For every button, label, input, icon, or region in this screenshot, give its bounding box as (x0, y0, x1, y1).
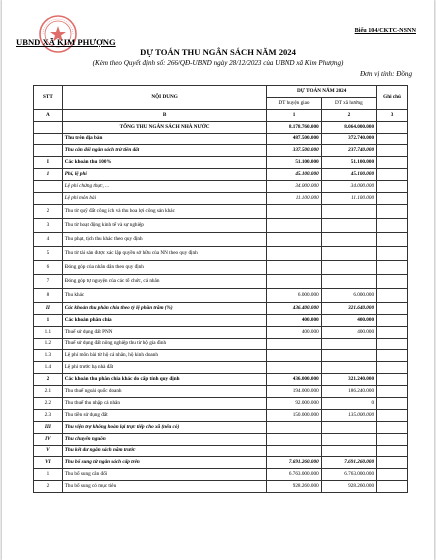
cell-stt: 2 (34, 481, 63, 493)
cell-note (377, 157, 408, 169)
cell-note (377, 338, 408, 350)
cell-note (377, 362, 408, 374)
cell-district (267, 445, 321, 457)
table-row (34, 481, 408, 493)
cell-stt (34, 193, 63, 205)
cell-district: 928.260.000 (267, 481, 321, 493)
cell-stt: I (34, 157, 63, 169)
table-index-row (34, 109, 408, 121)
cell-stt (34, 181, 63, 193)
cell-commune: 7.691.260.000 (321, 457, 376, 469)
cell-district (267, 232, 321, 246)
cell-content: Thu cân đối ngân sách trừ tiền đất (62, 145, 267, 157)
cell-stt: III (34, 421, 63, 433)
cell-district: 8.178.760.000 (267, 121, 321, 133)
cell-commune (321, 421, 376, 433)
cell-content: Thu thuế ngoài quốc doanh (62, 386, 267, 398)
cell-content: Thu bổ sung từ ngân sách cấp trên (62, 457, 267, 469)
cell-commune: 321.640.000 (321, 302, 376, 314)
cell-content: Phí, lệ phí (62, 169, 267, 181)
cell-commune: 34.000.000 (321, 181, 376, 193)
cell-content: Đóng góp của nhân dân theo quy định (62, 260, 267, 274)
cell-content: Thuế sử dụng đất PNN (62, 326, 267, 338)
cell-content: Lệ phí trước bạ nhà đất (62, 362, 267, 374)
organization-name: UBND XÃ KIM PHƯỢNG (16, 37, 116, 47)
cell-district (267, 246, 321, 260)
cell-commune: 45.100.000 (321, 169, 376, 181)
cell-commune: 400.000 (321, 326, 376, 338)
cell-commune: 8.064.000.000 (321, 121, 376, 133)
cell-district: 6.763.000.000 (267, 469, 321, 481)
table-row (34, 433, 408, 445)
cell-stt: 2.3 (34, 409, 63, 421)
cell-district (267, 421, 321, 433)
cell-district: 34.000.000 (267, 181, 321, 193)
cell-district (267, 204, 321, 218)
cell-content: Lệ phí môn bài từ hộ cá nhân, hộ kinh doanh (62, 350, 267, 362)
cell-stt (34, 121, 63, 133)
cell-note (377, 274, 408, 288)
table-row (34, 218, 408, 232)
cell-commune (321, 274, 376, 288)
index-note: 3 (377, 109, 408, 121)
cell-district (267, 260, 321, 274)
cell-commune: 237.740.000 (321, 145, 376, 157)
cell-district: 45.100.000 (267, 169, 321, 181)
table-row (34, 314, 408, 326)
cell-stt: 1 (34, 469, 63, 481)
cell-district: 436.000.000 (267, 374, 321, 386)
table-row (34, 288, 408, 302)
table-row (34, 169, 408, 181)
cell-content: Các khoản thu 100% (62, 157, 267, 169)
cell-note (377, 246, 408, 260)
table-row (34, 121, 408, 133)
cell-content: Các khoản phân chia (62, 314, 267, 326)
cell-note (377, 181, 408, 193)
cell-commune (321, 350, 376, 362)
index-district: 1 (267, 109, 321, 121)
table-body (34, 121, 408, 492)
cell-district: 487.500.000 (267, 133, 321, 145)
cell-stt: 4 (34, 232, 63, 246)
cell-commune (321, 362, 376, 374)
table-row (34, 386, 408, 398)
table-row (34, 133, 408, 145)
cell-content: Các khoản thu phân chia theo tỷ lệ phần trăm (%) (62, 302, 267, 314)
cell-content: TỔNG THU NGÂN SÁCH NHÀ NƯỚC (62, 121, 267, 133)
cell-commune (321, 433, 376, 445)
form-code: Biểu 104/CKTC-NSNN (354, 27, 416, 34)
table-row (34, 350, 408, 362)
index-commune: 2 (321, 109, 376, 121)
cell-note (377, 374, 408, 386)
budget-table (33, 85, 408, 493)
table-header-row (34, 86, 408, 98)
cell-stt: 1.4 (34, 362, 63, 374)
cell-content: Thu chuyển nguồn (62, 433, 267, 445)
table-row (34, 409, 408, 421)
table-row (34, 374, 408, 386)
cell-note (377, 314, 408, 326)
table-row (34, 302, 408, 314)
cell-district (267, 218, 321, 232)
index-content: B (62, 109, 267, 121)
cell-content: Thu viện trợ không hoàn lại trực tiếp cho xã (nếu có) (62, 421, 267, 433)
cell-district: 337.500.000 (267, 145, 321, 157)
cell-stt: VI (34, 457, 63, 469)
cell-commune (321, 218, 376, 232)
header-content: NỘI DUNG (62, 86, 267, 110)
header-commune: DT xã hướng (321, 97, 376, 109)
cell-district: 11.100.000 (267, 193, 321, 205)
cell-district: 6.000.000 (267, 288, 321, 302)
cell-content: Thu từ hoạt động kinh tế và sự nghiệp (62, 218, 267, 232)
table-row (34, 274, 408, 288)
cell-district (267, 433, 321, 445)
cell-stt: 8 (34, 288, 63, 302)
cell-content: Thu kết dư ngân sách năm trước (62, 445, 267, 457)
cell-commune: 6.763.000.000 (321, 469, 376, 481)
cell-note (377, 145, 408, 157)
cell-content: Thu phạt, tịch thu khác theo quy định (62, 232, 267, 246)
cell-commune (321, 246, 376, 260)
table-row (34, 145, 408, 157)
cell-note (377, 481, 408, 493)
cell-stt: II (34, 302, 63, 314)
cell-stt: V (34, 445, 63, 457)
cell-content: Thu bổ sung cân đối (62, 469, 267, 481)
cell-note (377, 121, 408, 133)
cell-note (377, 457, 408, 469)
cell-district: 92.000.000 (267, 398, 321, 410)
cell-note (377, 445, 408, 457)
cell-commune: 6.000.000 (321, 288, 376, 302)
table-row (34, 469, 408, 481)
table-row (34, 421, 408, 433)
cell-district: 150.000.000 (267, 409, 321, 421)
table-row (34, 457, 408, 469)
table-row (34, 181, 408, 193)
cell-commune (321, 338, 376, 350)
currency-unit: Đơn vị tính: Đồng (359, 70, 412, 78)
table-row (34, 326, 408, 338)
cell-note (377, 260, 408, 274)
table-row (34, 338, 408, 350)
cell-content: Các khoản thu phân chia khác do cấp tỉnh quy định (62, 374, 267, 386)
table-row (34, 232, 408, 246)
cell-commune (321, 204, 376, 218)
cell-district: 400.000 (267, 326, 321, 338)
cell-content: Thu từ quỹ đất công ích và thu hoa lợi công sản khác (62, 204, 267, 218)
cell-stt: 2.1 (34, 386, 63, 398)
cell-stt: 2.2 (34, 398, 63, 410)
cell-district: 436.400.000 (267, 302, 321, 314)
cell-district: 51.100.000 (267, 157, 321, 169)
header-stt: STT (34, 86, 63, 110)
cell-district (267, 362, 321, 374)
cell-stt: 1 (34, 314, 63, 326)
cell-district (267, 274, 321, 288)
table-row (34, 260, 408, 274)
cell-note (377, 133, 408, 145)
cell-district (267, 350, 321, 362)
table-row (34, 204, 408, 218)
cell-stt: 7 (34, 274, 63, 288)
document-page (2, 0, 434, 560)
cell-content: Thuế sử dụng đất nông nghiệp thu từ hộ gia đình (62, 338, 267, 350)
cell-note (377, 409, 408, 421)
document-subtitle: (Kèm theo Quyết định số: 266/QĐ-UBND ngày 28/12/2023 của UBND xã Kim Phượng) (92, 59, 344, 67)
cell-content: Thu bổ sung có mục tiêu (62, 481, 267, 493)
cell-content: Thu tiền sử dụng đất (62, 409, 267, 421)
cell-commune: 372.740.000 (321, 133, 376, 145)
cell-commune (321, 232, 376, 246)
cell-note (377, 288, 408, 302)
cell-note (377, 398, 408, 410)
cell-note (377, 218, 408, 232)
cell-commune: 928.260.000 (321, 481, 376, 493)
cell-commune: 0 (321, 398, 376, 410)
cell-stt (34, 133, 63, 145)
header-budget: DỰ TOÁN NĂM 2024 (267, 86, 377, 98)
header-note: Ghi chú (377, 86, 408, 110)
cell-stt: 2 (34, 374, 63, 386)
cell-stt: 1.2 (34, 338, 63, 350)
cell-content: Thu từ tài sản được xác lập quyền sở hữu của NN theo quy định (62, 246, 267, 260)
cell-content: Thu khác (62, 288, 267, 302)
cell-content: Lệ phí chứng thực, ... (62, 181, 267, 193)
cell-stt: 1 (34, 169, 63, 181)
cell-note (377, 302, 408, 314)
cell-district: 194.000.000 (267, 386, 321, 398)
cell-note (377, 232, 408, 246)
cell-content: Đóng góp tự nguyện của các tổ chức, cá nhân (62, 274, 267, 288)
cell-commune: 186.240.000 (321, 386, 376, 398)
index-stt: A (34, 109, 63, 121)
table-row (34, 445, 408, 457)
cell-stt: 3 (34, 218, 63, 232)
cell-stt: 1.3 (34, 350, 63, 362)
cell-stt: 5 (34, 246, 63, 260)
cell-commune: 51.100.000 (321, 157, 376, 169)
cell-note (377, 350, 408, 362)
cell-note (377, 386, 408, 398)
cell-content: Thu thuế thu nhập cá nhân (62, 398, 267, 410)
cell-stt: 6 (34, 260, 63, 274)
cell-note (377, 469, 408, 481)
cell-commune: 400.000 (321, 314, 376, 326)
cell-stt: 2 (34, 204, 63, 218)
table-row (34, 193, 408, 205)
cell-district: 7.691.260.000 (267, 457, 321, 469)
cell-content: Thu trên địa bàn (62, 133, 267, 145)
cell-note (377, 169, 408, 181)
document-title: DỰ TOÁN THU NGÂN SÁCH NĂM 2024 (140, 47, 296, 57)
table-row (34, 157, 408, 169)
cell-district: 400.000 (267, 314, 321, 326)
cell-note (377, 433, 408, 445)
cell-commune: 321.240.000 (321, 374, 376, 386)
table-row (34, 246, 408, 260)
cell-stt (34, 145, 63, 157)
cell-note (377, 421, 408, 433)
header-district: DT huyện giao (267, 97, 321, 109)
cell-note (377, 193, 408, 205)
cell-commune: 135.000.000 (321, 409, 376, 421)
table-row (34, 398, 408, 410)
cell-commune (321, 260, 376, 274)
cell-note (377, 326, 408, 338)
cell-stt: 1.1 (34, 326, 63, 338)
cell-content: Lệ phí môn bài (62, 193, 267, 205)
cell-stt: IV (34, 433, 63, 445)
cell-district (267, 338, 321, 350)
cell-commune (321, 445, 376, 457)
table-row (34, 362, 408, 374)
cell-commune: 11.100.000 (321, 193, 376, 205)
cell-note (377, 204, 408, 218)
